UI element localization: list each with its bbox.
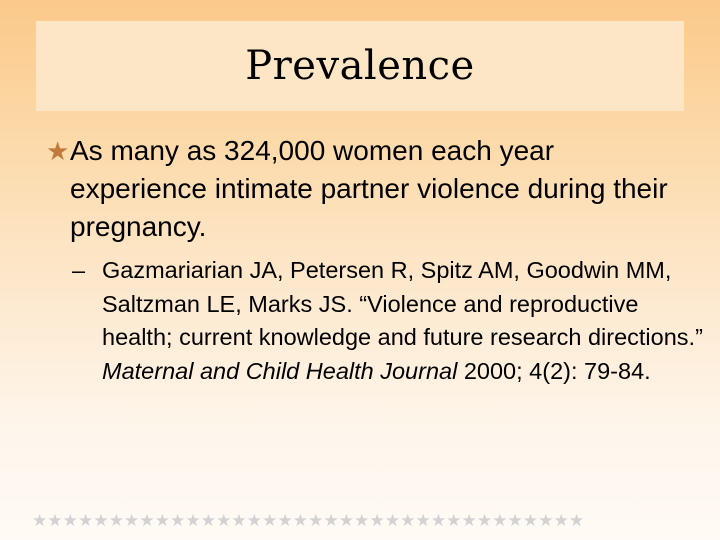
star-bullet-icon: ★: [46, 136, 70, 166]
title-box: [36, 21, 684, 111]
dash-marker: –: [72, 257, 86, 283]
slide-title: Prevalence: [245, 43, 475, 89]
main-bullet: [46, 132, 690, 246]
citation-authors: Gazmariarian JA, Petersen R, Spitz AM, Goodwin MM, Saltzman LE, Marks JS.: [102, 257, 672, 317]
citation-title: “Violence and reproductive health; current knowledge and future research directions.”: [102, 290, 703, 350]
footer-stars-decoration: ★★★★★★★★★★★★★★★★★★★★★★★★★★★★★★★★★★★★: [32, 512, 585, 529]
citation-details: 2000; 4(2): 79-84.: [463, 357, 651, 384]
bullet-text: As many as 324,000 women each year experience intimate partner violence during their pregnancy.: [70, 135, 668, 242]
citation-journal: Maternal and Child Health Journal: [102, 357, 458, 384]
citation-subbullet: [72, 254, 712, 388]
